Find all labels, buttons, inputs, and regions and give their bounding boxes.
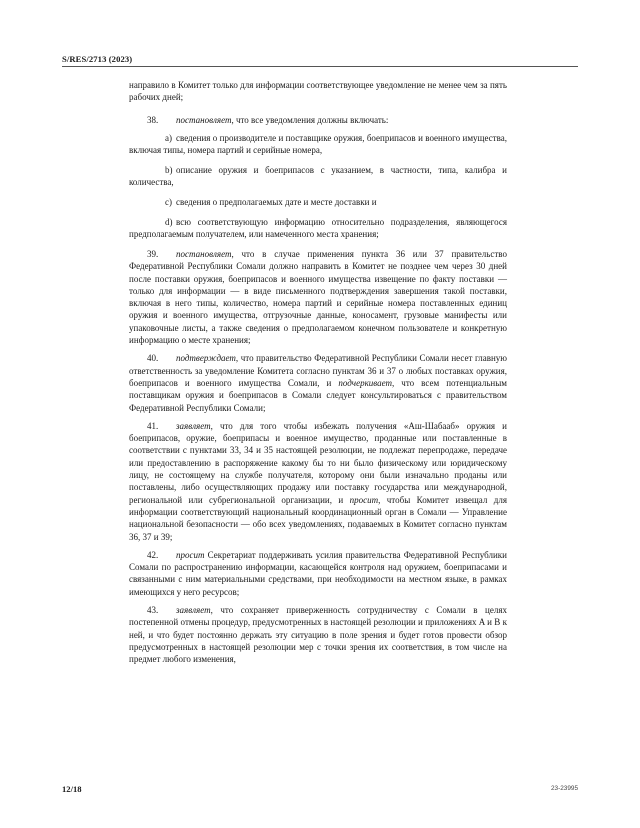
document-code: 23-23995 [550, 785, 578, 792]
paragraph-number: 41. [147, 420, 159, 431]
subparagraph-letter: d) [165, 216, 173, 227]
subparagraph-a: a) сведения о производителе и поставщике оружия, боеприпасов и военного имущества, включая типы, номера партий и серийные номера, [129, 132, 507, 156]
paragraph-number: 42. [147, 549, 159, 560]
paragraph-number: 38. [147, 114, 159, 125]
subparagraph-d: d) всю соответствующую информацию относительно подразделения, являющегося предполагаемым получателем, или намеченного места хранения; [129, 216, 507, 240]
operative-verb: подтверждает [176, 353, 236, 364]
resolution-text [129, 79, 507, 671]
paragraph-43: 43. заявляет, что сохраняет приверженность сотрудничеству с Сомали в целях постепенной отмены процедур, предусмотренных в настоящей резолюции и приложениях A и B к ней, и что будет постоянно держать эту ситуацию в поле зрения и будет готов провести обзор предусмотренных в настоящей резолюции мер с точки зрения их соответствия, в том числе на предмет любого изменения, [129, 604, 507, 665]
subparagraph-c: c) сведения о предполагаемых дате и месте доставки и [129, 196, 507, 208]
subparagraph-b: b) описание оружия и боеприпасов с указанием, в частности, типа, калибра и количества, [129, 164, 507, 188]
document-symbol: S/RES/2713 (2023) [62, 54, 133, 64]
operative-verb: заявляет [176, 420, 211, 431]
page-header [62, 54, 578, 64]
paragraph-41: 41. заявляет, что для того чтобы избежать получения «Аш-Шабааб» оружия и боеприпасов, оружие, боеприпасы и военное имущество, проданные или поставленные в соответствии с пунктами 33, 34 и 35 настоящей резолюции, не подлежат перепродаже, передаче или предоставлению в распоряжение какому бы то ни было физическому или юридическому лицу, не состоящему на службе получателя, которому они были изначально проданы или поставлены, либо осуществляющих продажу или поставку государства или международной, региональной или субрегиональной организации, и просит, чтобы Комитет извещал для информации соответствующий национальный координационный орган в Сомали — Управление национальной безопасности — обо всех уведомлениях, подаваемых в Комитет согласно пунктам 36, 37 и 39; [129, 420, 507, 542]
subparagraph-letter: a) [165, 132, 172, 143]
paragraph-number: 39. [147, 248, 159, 259]
paragraph-38: 38. постановляет, что все уведомления должны включать: [147, 114, 389, 125]
paragraph-40: 40. подтверждает, что правительство Федеративной Республики Сомали несет главную ответственность за уведомление Комитета согласно пунктам 36 и 37 о любых поставках оружия, боеприпасов и военного имущества Сомали, и подчеркивает, что всем потенциальным поставщикам оружия и боеприпасов в Сомали следует консультироваться с правительством Федеративной Республики Сомали; [129, 353, 507, 413]
operative-verb: подчеркивает [338, 377, 393, 388]
operative-verb: постановляет [176, 248, 232, 259]
subparagraph-letter: c) [165, 197, 172, 208]
paragraph-number: 40. [147, 353, 159, 364]
paragraph-42: 42. просит Секретариат поддерживать усилия правительства Федеративной Республики Сомали по распространению информации, касающейся контроля над оружием, боеприпасами и связанными с ним материальными средствами, при необходимости на местном языке, в рамках имеющихся у него ресурсов; [129, 549, 507, 597]
paragraph-39: 39. постановляет, что в случае применения пункта 36 или 37 правительство Федеративной Республики Сомали должно направить в Комитет не позднее чем через 30 дней после поставки оружия, боеприпасов и военного имущества извещение по факту поставки — только для информации — в виде письменного подтверждения завершения такой поставки, включая в него типы, количество, номера партий и серийные номера поставленных единиц оружия и военного имущества, отгрузочные данные, коносамент, грузовые манифесты или упаковочные листы, а также сведения о предполагаемом конечном пользователе и конкретную информацию о месте хранения; [129, 248, 507, 346]
operative-verb: просит [176, 549, 205, 560]
paragraph-number: 43. [147, 604, 159, 615]
subparagraph-letter: b) [165, 164, 173, 175]
operative-verb: постановляет [176, 114, 232, 125]
page-number: 12/18 [62, 784, 82, 794]
paragraph-continuation: направило в Комитет только для информации соответствующее уведомление не менее чем за пять рабочих дней; [129, 80, 507, 103]
operative-verb: просит [349, 494, 379, 505]
operative-verb: заявляет [176, 604, 211, 615]
header-divider [62, 66, 578, 67]
